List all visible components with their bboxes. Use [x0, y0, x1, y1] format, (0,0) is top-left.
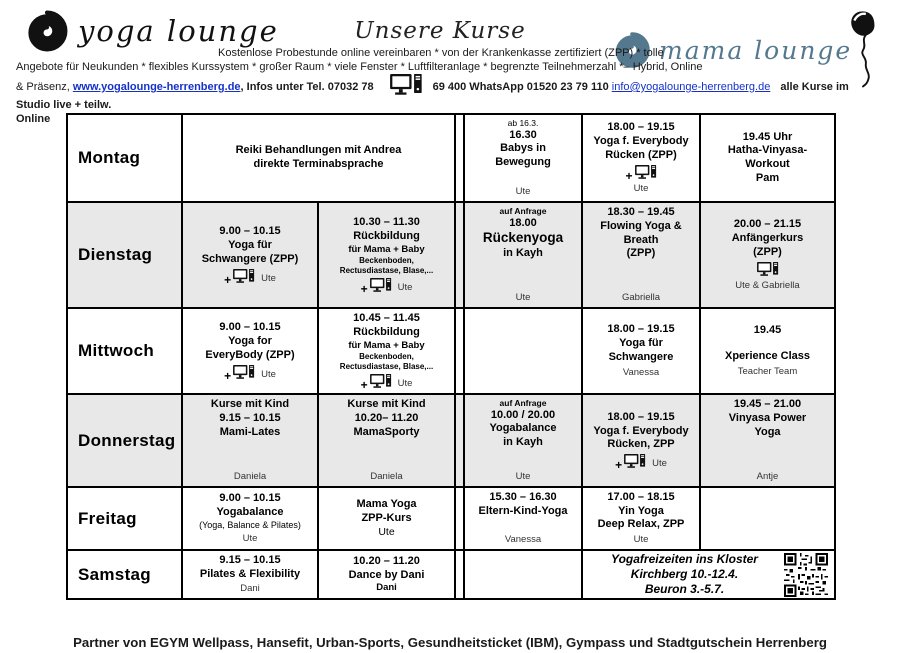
course-text: 18.00 — [509, 216, 537, 229]
course-text: Yogabalance — [489, 422, 557, 435]
course-text: Yin Yoga — [618, 504, 664, 517]
course-text: Dance by Dani — [348, 568, 425, 581]
teacher-name: Daniela — [370, 471, 403, 483]
hybrid-line — [361, 278, 413, 294]
course-text: auf Anfrage — [499, 206, 547, 216]
course-text: Beckenboden, — [359, 255, 414, 265]
course-text: 18.00 – 19.15 — [607, 121, 675, 134]
course-cell — [464, 202, 582, 308]
course-cell — [700, 202, 835, 308]
course-cell — [464, 308, 582, 394]
info-line-3-phone: 69 400 WhatsApp 01520 23 79 110 — [432, 81, 612, 93]
plus-glyph: + — [224, 272, 232, 287]
course-text: Mama Yoga — [356, 498, 417, 511]
info-line-4: Online — [16, 113, 51, 125]
course-cell — [318, 308, 455, 394]
teacher-name: Vanessa — [622, 366, 660, 378]
course-cell — [582, 202, 700, 308]
mama-lounge-logo-text: mama lounge — [659, 35, 853, 65]
course-text: direkte Terminabsprache — [253, 158, 384, 170]
course-cell — [582, 114, 700, 202]
course-cell — [318, 487, 455, 550]
email-link[interactable]: info@yogalounge-herrenberg.de — [611, 81, 771, 93]
course-text: für Mama + Baby — [348, 339, 425, 351]
day-label-dienstag: Dienstag — [67, 202, 182, 308]
course-text: Bewegung — [495, 156, 551, 169]
hybrid-screen-icon — [757, 262, 779, 278]
spacer-cell — [455, 394, 464, 487]
course-cell — [182, 114, 455, 202]
course-text: ab 16.3. — [507, 118, 539, 128]
teacher-name: Ute & Gabriella — [735, 279, 800, 291]
hybrid-line — [361, 374, 413, 390]
course-text: Yoga for — [228, 335, 272, 348]
teacher-name: Daniela — [233, 471, 267, 483]
course-text: ZPP-Kurs — [361, 511, 412, 524]
course-cell — [700, 394, 835, 487]
plus-glyph: + — [625, 168, 633, 183]
course-cell — [582, 308, 700, 394]
course-text: Yoga f. Everybody — [593, 135, 689, 148]
course-cell — [182, 550, 318, 599]
spacer-cell — [455, 114, 464, 202]
day-label-donnerstag: Donnerstag — [67, 394, 182, 487]
teacher-name: Antje — [756, 471, 779, 483]
course-text: (ZPP) — [753, 245, 782, 258]
website-link[interactable]: www.yogalounge-herrenberg.de — [72, 81, 241, 93]
hybrid-screen-icon — [635, 165, 657, 181]
hybrid-line — [625, 165, 656, 181]
course-text: 10.00 / 20.00 — [490, 408, 556, 421]
spacer-cell — [455, 202, 464, 308]
teacher-name: Teacher Team — [737, 365, 798, 377]
course-text: 19.45 — [753, 324, 782, 337]
course-cell — [700, 487, 835, 550]
teacher-name: Ute — [242, 532, 258, 544]
course-text: 9.15 – 10.15 — [219, 411, 281, 424]
day-label-samstag: Samstag — [67, 550, 182, 599]
course-text: 18.30 – 19.45 — [607, 206, 675, 218]
course-cell — [700, 114, 835, 202]
course-text: 9.00 – 10.15 — [219, 225, 281, 238]
hybrid-line — [224, 365, 276, 381]
course-text: Rücken (ZPP) — [605, 148, 677, 161]
teacher-name: Ute — [633, 182, 649, 194]
info-line-3 — [16, 74, 850, 112]
course-text: Vinyasa Power — [728, 411, 807, 424]
course-text: Pilates & Flexibility — [199, 567, 301, 580]
yoga-lounge-logo-text: yoga lounge — [78, 14, 279, 48]
course-text: 10.20– 11.20 — [354, 411, 419, 424]
course-cell — [318, 394, 455, 487]
course-text: 9.15 – 10.15 — [219, 553, 281, 566]
hybrid-screen-icon — [370, 278, 392, 294]
course-text: Reiki Behandlungen mit Andrea — [235, 144, 402, 157]
day-label-freitag: Freitag — [67, 487, 182, 550]
course-text: (ZPP) — [626, 247, 656, 260]
course-text: 10.30 – 11.30 — [353, 216, 420, 229]
course-cell — [464, 487, 582, 550]
info-line-1: Kostenlose Probestunde online vereinbaren * von der Krankenkasse zertifiziert (ZPP) * tolle — [218, 47, 664, 59]
plus-glyph: + — [224, 368, 232, 383]
hybrid-line — [615, 454, 667, 473]
teacher-name: Vanessa — [504, 534, 542, 546]
course-text: Rectusdiastase, Blase,... — [339, 361, 434, 371]
course-cell — [182, 308, 318, 394]
course-text: Workout — [745, 158, 790, 170]
hybrid-screen-icon — [624, 454, 646, 470]
teacher-name: Ute — [261, 272, 276, 284]
teacher-name: Ute — [515, 186, 531, 198]
teacher-name: Gabriella — [621, 292, 661, 304]
course-cell — [182, 487, 318, 550]
course-text: 20.00 – 21.15 — [733, 218, 802, 231]
course-text: Yoga f. Everybody — [593, 424, 689, 437]
course-text: EveryBody (ZPP) — [205, 348, 295, 361]
plus-glyph: + — [615, 458, 623, 473]
course-text: Dani — [376, 582, 397, 594]
hybrid-screen-icon — [233, 365, 255, 381]
course-cell — [582, 394, 700, 487]
hybrid-screen-icon — [233, 269, 255, 285]
course-text: MamaSporty — [353, 425, 420, 438]
course-text: 9.00 – 10.15 — [219, 321, 281, 334]
course-text: Pam — [755, 171, 780, 184]
course-text: 9.00 – 10.15 — [219, 492, 281, 505]
course-text: Rücken, ZPP — [607, 438, 675, 451]
course-text: Rückbildung — [353, 230, 420, 243]
page-title: Unsere Kurse — [354, 18, 526, 44]
course-text: Beckenboden, — [359, 351, 414, 361]
teacher-name: Ute — [397, 377, 413, 389]
course-text: Breath — [623, 233, 659, 246]
course-text: 16.30 — [509, 128, 537, 141]
spacer-cell — [455, 550, 464, 599]
course-text: Schwangere (ZPP) — [201, 252, 299, 265]
course-text: Babys in — [500, 142, 546, 155]
course-cell — [464, 114, 582, 202]
hybrid-screen-icon — [390, 74, 423, 98]
course-text: Schwangere — [608, 350, 674, 363]
day-label-montag: Montag — [67, 114, 182, 202]
course-text: Ute — [378, 525, 395, 538]
course-text: in Kayh — [503, 436, 543, 449]
course-text: 19.45 – 21.00 — [733, 398, 802, 410]
course-text: 18.00 – 19.15 — [607, 410, 675, 423]
course-cell — [182, 202, 318, 308]
teacher-name: Ute — [261, 368, 276, 380]
course-text: Beuron 3.-5.7. — [644, 582, 725, 596]
course-text: 15.30 – 16.30 — [489, 491, 557, 503]
course-cell — [318, 202, 455, 308]
course-text: Yogabalance — [216, 505, 284, 518]
course-text: Kirchberg 10.-12.4. — [630, 567, 739, 581]
teacher-name: Ute — [515, 471, 531, 483]
course-cell — [582, 487, 700, 550]
course-cell — [700, 308, 835, 394]
partner-footer: Partner von EGYM Wellpass, Hansefit, Urban-Sports, Gesundheitsticket (IBM), Gympass und Stadtgutschein Herrenberg — [73, 635, 827, 650]
course-text: (Yoga, Balance & Pilates) — [199, 519, 301, 530]
spacer-cell — [455, 308, 464, 394]
course-text: Xperience Class — [725, 350, 810, 363]
teacher-name: Ute — [515, 292, 531, 304]
course-text: 18.00 – 19.15 — [607, 323, 675, 336]
teacher-name: Dani — [240, 583, 260, 595]
course-text: Rückenyoga — [482, 230, 564, 246]
course-text: 10.20 – 11.20 — [353, 554, 420, 567]
course-text: 19.45 Uhr — [742, 130, 793, 143]
info-line-3-post: alle Kurse im Studio live + teilw. — [16, 81, 849, 111]
info-line-2: Angebote für Neukunden * flexibles Kurssystem * großer Raum * viele Fenster * Luftfilteranlage * begrenzte Teilnehmerzahl *– Hybrid, Online — [16, 61, 703, 73]
course-cell — [182, 394, 318, 487]
course-cell — [464, 394, 582, 487]
course-text: Flowing Yoga & — [600, 219, 682, 232]
course-text: Rückbildung — [353, 326, 420, 339]
course-text: Anfängerkurs — [731, 232, 804, 245]
day-label-mittwoch: Mittwoch — [67, 308, 182, 394]
schedule-table — [66, 113, 836, 600]
course-text: Yoga für — [619, 337, 663, 350]
course-cell — [318, 550, 455, 599]
course-cell — [464, 550, 582, 599]
course-cell — [582, 550, 835, 599]
course-text: Kurse mit Kind — [210, 398, 290, 410]
course-text: Yoga — [754, 425, 781, 438]
plus-glyph: + — [360, 281, 368, 296]
course-text: Rectusdiastase, Blase,... — [339, 265, 434, 275]
course-text: Mami-Lates — [219, 425, 281, 438]
teacher-name: Ute — [633, 534, 649, 546]
hybrid-screen-icon — [370, 374, 392, 390]
course-text: 17.00 – 18.15 — [607, 490, 675, 503]
hybrid-line — [757, 262, 779, 278]
teacher-name: Ute — [652, 458, 667, 470]
course-text: in Kayh — [503, 247, 543, 260]
info-line-3-pre: & Präsenz, — [16, 81, 73, 93]
course-text: Yogafreizeiten ins Kloster — [611, 552, 758, 566]
course-text: Deep Relax, ZPP — [597, 518, 685, 531]
course-text: Eltern-Kind-Yoga — [478, 504, 568, 517]
course-text: auf Anfrage — [499, 398, 547, 408]
plus-glyph: + — [360, 377, 368, 392]
course-text: Kurse mit Kind — [347, 398, 426, 410]
qr-code-icon — [784, 553, 828, 597]
info-line-3-mid: , Infos unter Tel. 07032 78 — [240, 81, 374, 93]
teacher-name: Ute — [397, 281, 413, 293]
course-text: Hatha-Vinyasa- — [727, 144, 808, 157]
course-text: für Mama + Baby — [348, 243, 425, 255]
course-text: 10.45 – 11.45 — [353, 312, 420, 325]
spacer-cell — [455, 487, 464, 550]
course-text: Yoga für — [228, 239, 272, 252]
hybrid-line — [224, 269, 276, 285]
